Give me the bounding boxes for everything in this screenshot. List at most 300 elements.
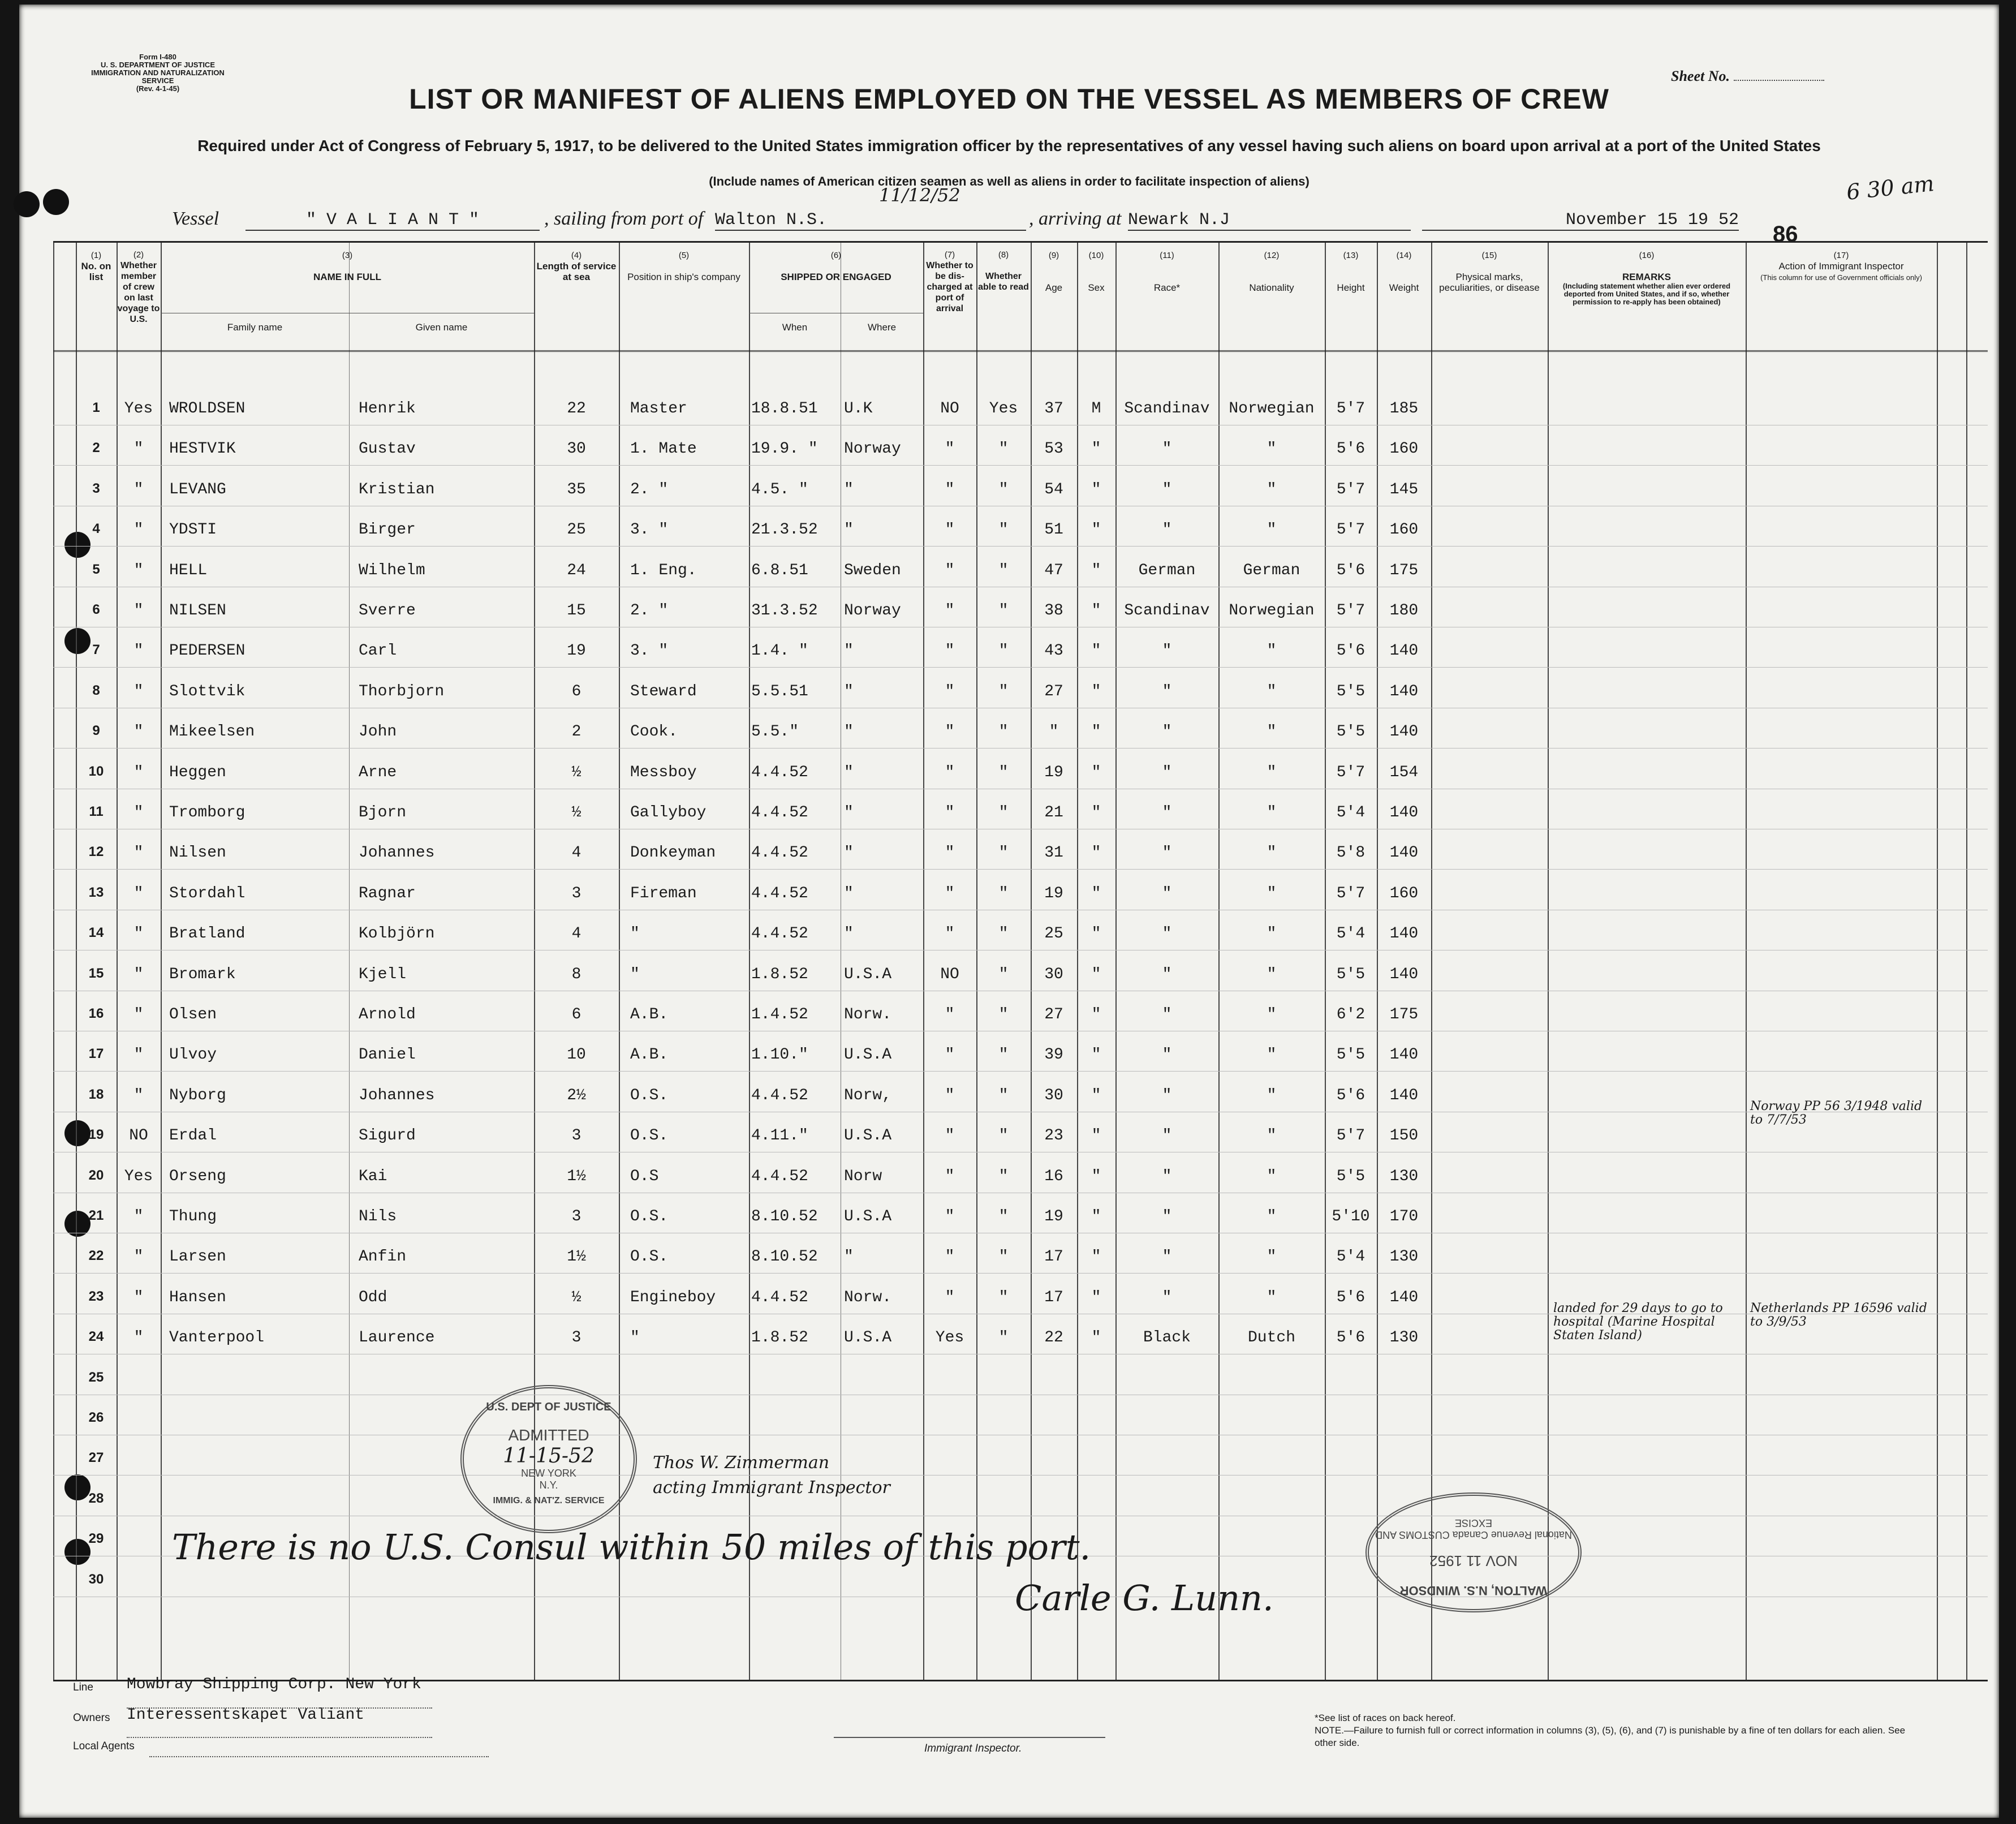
crew-cell-weight: 130 [1389,1329,1419,1347]
crew-cell-position: 2. " [630,480,669,498]
admitted-stamp: U.S. DEPT OF JUSTICE ADMITTED 11-15-52 NEW YORK N.Y. IMMIG. & NAT'Z. SERVICE [460,1385,637,1533]
crew-cell-no: 9 [92,723,100,739]
crew-cell-given: Arne [359,763,397,781]
crew-cell-prior: Yes [124,400,153,418]
crew-cell-race: " [1162,925,1172,943]
crew-cell-weight: 140 [1389,1288,1419,1306]
crew-cell-family: HESTVIK [169,440,236,458]
crew-cell-service: 1½ [567,1167,586,1185]
crew-cell-where: Norw, [844,1086,892,1104]
header-shipped-when: When [782,322,808,333]
manifest-sheet [19,5,1999,1818]
crew-cell-nationality: " [1267,965,1277,983]
crew-cell-height: 5'5 [1336,1046,1365,1064]
crew-cell-prior: " [133,804,144,821]
crew-cell-given: Arnold [359,1006,416,1023]
crew-cell-no: 30 [88,1571,104,1587]
crew-cell-family: YDSTI [169,521,217,539]
crew-cell-weight: 140 [1389,723,1419,741]
crew-cell-position: Cook. [630,723,678,741]
crew-cell-height: 5'4 [1336,1248,1365,1266]
crew-cell-race: Black [1143,1329,1191,1347]
crew-cell-race: " [1162,1127,1172,1145]
crew-cell-sex: " [1091,1006,1101,1023]
crew-cell-no: 26 [88,1410,104,1425]
header-inspector-action: (17) Action of Immigrant Inspector (This column for use of Government officials only) [1760,251,1922,282]
owners-value: Interessentskapet Valiant [127,1706,365,1724]
crew-cell-service: 4 [571,925,581,943]
footnote: *See list of races on back hereof. NOTE.—Failure to furnish full or correct information in columns (3), (5), (6), and (7) is punishable by a fine of ten dollars for each alien. See other side. [1315,1713,1906,1748]
crew-cell-action: Norway PP 56 3/1948 valid to 7/7/53 [1750,1099,1923,1128]
customs-stamp: WALTON, N.S. WINDSOR NOV 11 1952 National Revenue Canada CUSTOMS AND EXCISE [1365,1492,1582,1612]
crew-cell-given: Sigurd [359,1127,416,1145]
crew-cell-read: " [998,1046,1009,1064]
crew-cell-nationality: " [1267,1127,1277,1145]
crew-cell-nationality: " [1267,1288,1277,1306]
crew-cell-age: 19 [1044,1208,1063,1225]
crew-cell-position: Engineboy [630,1288,716,1306]
crew-cell-age: 16 [1044,1167,1063,1185]
crew-cell-age: 47 [1044,561,1063,579]
crew-cell-race: " [1162,804,1172,821]
crew-cell-when: 4.11." [751,1127,808,1145]
crew-cell-prior: " [133,561,144,579]
crew-cell-disch: " [945,884,955,902]
crew-cell-height: 5'4 [1336,804,1365,821]
crew-cell-age: " [1049,723,1059,741]
header-shipped: (6) SHIPPED OR ENGAGED [781,251,891,282]
punch-hole [14,191,40,217]
crew-cell-disch: " [945,682,955,700]
crew-cell-service: 8 [571,965,581,983]
crew-cell-height: 5'6 [1336,1329,1365,1347]
crew-cell-prior: " [133,1006,144,1023]
crew-cell-height: 5'7 [1336,884,1365,902]
sailing-port: Walton N.S. [715,210,1026,231]
crew-cell-service: 2½ [567,1086,586,1104]
crew-cell-position: O.S. [630,1208,669,1225]
crew-cell-prior: Yes [124,1167,153,1185]
crew-cell-disch: " [945,440,955,458]
crew-cell-position: O.S. [630,1127,669,1145]
crew-cell-given: Johannes [359,1086,435,1104]
crew-cell-nationality: German [1243,561,1300,579]
crew-cell-prior: " [133,480,144,498]
crew-cell-read: " [998,844,1009,862]
header-family-name: Family name [227,322,283,333]
crew-cell-where: " [844,844,854,862]
crew-cell-weight: 175 [1389,561,1419,579]
crew-cell-age: 39 [1044,1046,1063,1064]
page-number: 86 [1773,222,1798,247]
crew-cell-sex: " [1091,642,1101,660]
crew-cell-age: 27 [1044,1006,1063,1023]
crew-cell-service: 3 [571,884,581,902]
crew-cell-age: 17 [1044,1248,1063,1266]
crew-cell-race: " [1162,1086,1172,1104]
crew-cell-where: " [844,642,854,660]
crew-cell-age: 51 [1044,521,1063,539]
crew-cell-disch: " [945,723,955,741]
crew-cell-race: " [1162,1288,1172,1306]
crew-cell-disch: " [945,1167,955,1185]
crew-cell-height: 5'4 [1336,925,1365,943]
crew-cell-disch: " [945,1248,955,1266]
crew-cell-race: " [1162,642,1172,660]
crew-cell-where: " [844,925,854,943]
crew-cell-family: Nyborg [169,1086,226,1104]
crew-cell-where: Norway [844,440,901,458]
crew-cell-where: Norway [844,602,901,620]
crew-cell-race: " [1162,521,1172,539]
crew-cell-service: 24 [567,561,586,579]
crew-cell-given: John [359,723,397,741]
crew-cell-age: 37 [1044,400,1063,418]
crew-cell-nationality: " [1267,642,1277,660]
consul-statement: There is no U.S. Consul within 50 miles of this port. [172,1526,1091,1568]
crew-cell-read: " [998,925,1009,943]
crew-cell-sex: " [1091,1127,1101,1145]
crew-cell-nationality: Dutch [1247,1329,1295,1347]
crew-cell-position: 1. Eng. [630,561,697,579]
crew-cell-where: " [844,521,854,539]
crew-cell-given: Johannes [359,844,435,862]
crew-cell-family: Ulvoy [169,1046,217,1064]
crew-cell-no: 4 [92,521,100,537]
crew-cell-read: Yes [989,400,1018,418]
crew-cell-read: " [998,1127,1009,1145]
crew-cell-sex: " [1091,682,1101,700]
crew-cell-when: 4.4.52 [751,925,808,943]
crew-cell-when: 8.10.52 [751,1248,818,1266]
crew-cell-weight: 140 [1389,844,1419,862]
owners-label: Owners [73,1712,110,1724]
crew-cell-disch: " [945,561,955,579]
crew-cell-race: " [1162,1208,1172,1225]
crew-cell-no: 22 [88,1248,104,1264]
crew-cell-family: Heggen [169,763,226,781]
header-able-read: (8) Whether able to read [978,250,1029,292]
header-age: (9) Age [1045,251,1063,293]
crew-cell-given: Nils [359,1208,397,1225]
crew-table [53,241,1988,1681]
crew-cell-where: Norw. [844,1006,892,1023]
crew-cell-prior: " [133,1086,144,1104]
header-nationality: (12) Nationality [1249,251,1294,293]
crew-cell-family: Bromark [169,965,236,983]
crew-cell-family: Nilsen [169,844,226,862]
crew-cell-service: 4 [571,844,581,862]
crew-cell-weight: 140 [1389,1086,1419,1104]
crew-cell-height: 5'6 [1336,440,1365,458]
crew-cell-position: " [630,965,640,983]
crew-cell-given: Laurence [359,1329,435,1347]
crew-cell-position: 2. " [630,602,669,620]
crew-cell-family: HELL [169,561,208,579]
crew-cell-where: " [844,1248,854,1266]
crew-cell-no: 16 [88,1006,104,1021]
arriving-label: , arriving at [1029,208,1122,229]
crew-cell-nationality: " [1267,682,1277,700]
crew-cell-when: 6.8.51 [751,561,808,579]
crew-cell-given: Kjell [359,965,407,983]
crew-cell-age: 21 [1044,804,1063,821]
crew-cell-position: A.B. [630,1046,669,1064]
crew-cell-age: 54 [1044,480,1063,498]
crew-cell-sex: " [1091,763,1101,781]
crew-cell-when: 4.4.52 [751,884,808,902]
crew-cell-family: LEVANG [169,480,226,498]
crew-cell-position: " [630,925,640,943]
crew-cell-height: 5'5 [1336,723,1365,741]
crew-cell-nationality: " [1267,763,1277,781]
crew-cell-no: 29 [88,1531,104,1547]
crew-cell-no: 20 [88,1167,104,1183]
crew-cell-no: 23 [88,1288,104,1304]
crew-cell-service: 30 [567,440,586,458]
crew-cell-where: " [844,723,854,741]
crew-cell-family: Vanterpool [169,1329,265,1347]
header-remarks: (16) REMARKS (Including statement whether alien ever ordered deported from United States, and if so, whether permission to re-apply has been obtained) [1562,251,1731,306]
line-value: Mowbray Shipping Corp. New York [127,1676,421,1693]
crew-cell-disch: " [945,1208,955,1225]
crew-cell-height: 5'6 [1336,1086,1365,1104]
page-title: LIST OR MANIFEST OF ALIENS EMPLOYED ON THE VESSEL AS MEMBERS OF CREW [409,83,1609,115]
crew-cell-family: Orseng [169,1167,226,1185]
crew-cell-when: 4.4.52 [751,1167,808,1185]
crew-cell-weight: 180 [1389,602,1419,620]
crew-cell-family: Thung [169,1208,217,1225]
crew-cell-age: 19 [1044,884,1063,902]
crew-cell-where: " [844,804,854,821]
header-discharged: (7) Whether to be dis-charged at port of arrival [926,250,973,313]
crew-cell-race: " [1162,1248,1172,1266]
crew-cell-when: 4.4.52 [751,1086,808,1104]
master-signature: Carle G. Lunn. [1015,1577,1274,1619]
crew-cell-family: Slottvik [169,682,245,700]
crew-cell-height: 5'8 [1336,844,1365,862]
subtitle: Required under Act of Congress of February 5, 1917, to be delivered to the United States immigration officer by the representatives of any vessel having such aliens on board upon arrival at a port of the United States [197,137,1821,154]
crew-cell-given: Thorbjorn [359,682,445,700]
crew-cell-where: U.S.A [844,1046,892,1064]
crew-cell-family: Hansen [169,1288,226,1306]
crew-cell-no: 17 [88,1046,104,1062]
sailing-date: 11/12/52 [879,184,960,206]
immigrant-inspector-label: Immigrant Inspector. [924,1743,1022,1754]
crew-cell-race: " [1162,682,1172,700]
crew-cell-when: 19.9. " [751,440,818,458]
crew-cell-age: 17 [1044,1288,1063,1306]
crew-cell-disch: NO [940,400,959,418]
crew-cell-height: 5'7 [1336,521,1365,539]
crew-cell-weight: 140 [1389,925,1419,943]
crew-cell-sex: " [1091,440,1101,458]
crew-cell-race: " [1162,965,1172,983]
crew-cell-prior: " [133,1208,144,1225]
crew-cell-when: 1.8.52 [751,965,808,983]
crew-cell-weight: 160 [1389,884,1419,902]
crew-cell-sex: " [1091,804,1101,821]
crew-cell-position: " [630,1329,640,1347]
crew-cell-nationality: " [1267,804,1277,821]
crew-cell-service: ½ [571,1288,581,1306]
crew-cell-weight: 185 [1389,400,1419,418]
crew-cell-prior: " [133,1046,144,1064]
crew-cell-when: 1.4. " [751,642,808,660]
crew-cell-weight: 140 [1389,965,1419,983]
inspector-title: acting Immigrant Inspector [653,1478,890,1498]
header-sex: (10) Sex [1088,251,1105,293]
crew-cell-no: 2 [92,440,100,456]
crew-cell-no: 14 [88,925,104,941]
crew-cell-disch: " [945,1127,955,1145]
crew-cell-weight: 160 [1389,440,1419,458]
crew-cell-disch: Yes [935,1329,964,1347]
crew-cell-given: Henrik [359,400,416,418]
crew-cell-age: 38 [1044,602,1063,620]
crew-cell-sex: " [1091,965,1101,983]
crew-cell-family: Olsen [169,1006,217,1023]
header-shipped-where: Where [867,322,897,333]
crew-cell-weight: 154 [1389,763,1419,781]
crew-cell-nationality: Norwegian [1229,400,1315,418]
crew-cell-read: " [998,1208,1009,1225]
crew-cell-given: Gustav [359,440,416,458]
agents-label: Local Agents [73,1740,135,1752]
crew-cell-given: Kolbjörn [359,925,435,943]
crew-cell-read: " [998,440,1009,458]
crew-cell-weight: 130 [1389,1167,1419,1185]
crew-cell-race: " [1162,480,1172,498]
crew-cell-when: 4.5. " [751,480,808,498]
crew-cell-weight: 170 [1389,1208,1419,1225]
crew-cell-family: PEDERSEN [169,642,245,660]
crew-cell-sex: " [1091,480,1101,498]
crew-cell-when: 4.4.52 [751,844,808,862]
crew-cell-race: " [1162,1006,1172,1023]
crew-cell-read: " [998,561,1009,579]
crew-cell-prior: " [133,1248,144,1266]
crew-cell-no: 19 [88,1127,104,1143]
crew-cell-service: 10 [567,1046,586,1064]
header-given-name: Given name [415,322,468,333]
crew-cell-sex: " [1091,1208,1101,1225]
crew-cell-nationality: " [1267,884,1277,902]
crew-cell-position: Steward [630,682,697,700]
crew-cell-no: 10 [88,763,104,779]
crew-cell-position: Messboy [630,763,697,781]
crew-cell-nationality: Norwegian [1229,602,1315,620]
crew-cell-weight: 140 [1389,642,1419,660]
crew-cell-sex: " [1091,521,1101,539]
crew-cell-disch: " [945,844,955,862]
crew-cell-weight: 145 [1389,480,1419,498]
crew-cell-race: " [1162,1167,1172,1185]
crew-cell-nationality: " [1267,925,1277,943]
crew-cell-sex: " [1091,844,1101,862]
crew-cell-no: 13 [88,884,104,900]
crew-cell-weight: 160 [1389,521,1419,539]
crew-cell-position: O.S [630,1167,659,1185]
crew-cell-nationality: " [1267,440,1277,458]
crew-cell-weight: 140 [1389,804,1419,821]
crew-cell-prior: " [133,1329,144,1347]
crew-cell-nationality: " [1267,1006,1277,1023]
crew-cell-no: 27 [88,1450,104,1466]
crew-cell-position: Master [630,400,687,418]
crew-cell-disch: " [945,1046,955,1064]
crew-cell-disch: " [945,925,955,943]
crew-cell-service: 3 [571,1127,581,1145]
crew-cell-height: 5'5 [1336,1167,1365,1185]
crew-cell-no: 18 [88,1086,104,1102]
crew-cell-read: " [998,521,1009,539]
crew-cell-service: 25 [567,521,586,539]
crew-cell-where: Sweden [844,561,901,579]
crew-cell-height: 6'2 [1336,1006,1365,1023]
crew-cell-sex: " [1091,1288,1101,1306]
crew-cell-prior: " [133,965,144,983]
crew-cell-service: 6 [571,682,581,700]
crew-cell-no: 24 [88,1329,104,1345]
crew-cell-read: " [998,602,1009,620]
crew-cell-service: 15 [567,602,586,620]
crew-cell-service: 3 [571,1208,581,1225]
crew-cell-no: 1 [92,400,100,415]
crew-cell-where: U.S.A [844,1208,892,1225]
line-label: Line [73,1681,93,1693]
crew-cell-sex: " [1091,723,1101,741]
crew-cell-age: 25 [1044,925,1063,943]
subtitle-note: (Include names of American citizen seamen as well as aliens in order to facilitate inspection of aliens) [709,174,1309,188]
crew-cell-position: Gallyboy [630,804,707,821]
crew-cell-race: " [1162,763,1172,781]
department-line: U. S. DEPARTMENT OF JUSTICE [101,61,215,69]
crew-cell-where: Norw [844,1167,882,1185]
crew-cell-disch: " [945,804,955,821]
crew-cell-sex: " [1091,1086,1101,1104]
crew-cell-position: Fireman [630,884,697,902]
crew-cell-sex: " [1091,602,1101,620]
crew-cell-when: 1.4.52 [751,1006,808,1023]
crew-cell-disch: " [945,602,955,620]
crew-cell-prior: " [133,602,144,620]
crew-cell-height: 5'7 [1336,763,1365,781]
crew-cell-height: 5'6 [1336,561,1365,579]
crew-cell-position: O.S. [630,1248,669,1266]
crew-cell-family: Tromborg [169,804,245,821]
crew-cell-when: 21.3.52 [751,521,818,539]
crew-cell-remarks: landed for 29 days to go to hospital (Marine Hospital Staten Island) [1553,1301,1723,1343]
crew-cell-race: " [1162,723,1172,741]
crew-cell-read: " [998,1086,1009,1104]
crew-cell-where: " [844,682,854,700]
crew-cell-prior: " [133,440,144,458]
crew-cell-no: 25 [88,1369,104,1385]
crew-cell-height: 5'6 [1336,1288,1365,1306]
crew-cell-disch: NO [940,965,959,983]
header-physical-marks: (15) Physical marks, peculiarities, or disease [1439,251,1540,293]
crew-cell-position: O.S. [630,1086,669,1104]
crew-cell-where: " [844,480,854,498]
crew-cell-no: 6 [92,602,100,617]
crew-cell-age: 19 [1044,763,1063,781]
crew-cell-age: 23 [1044,1127,1063,1145]
crew-cell-given: Kai [359,1167,387,1185]
crew-cell-sex: " [1091,1329,1101,1347]
crew-cell-prior: " [133,763,144,781]
crew-cell-read: " [998,1288,1009,1306]
